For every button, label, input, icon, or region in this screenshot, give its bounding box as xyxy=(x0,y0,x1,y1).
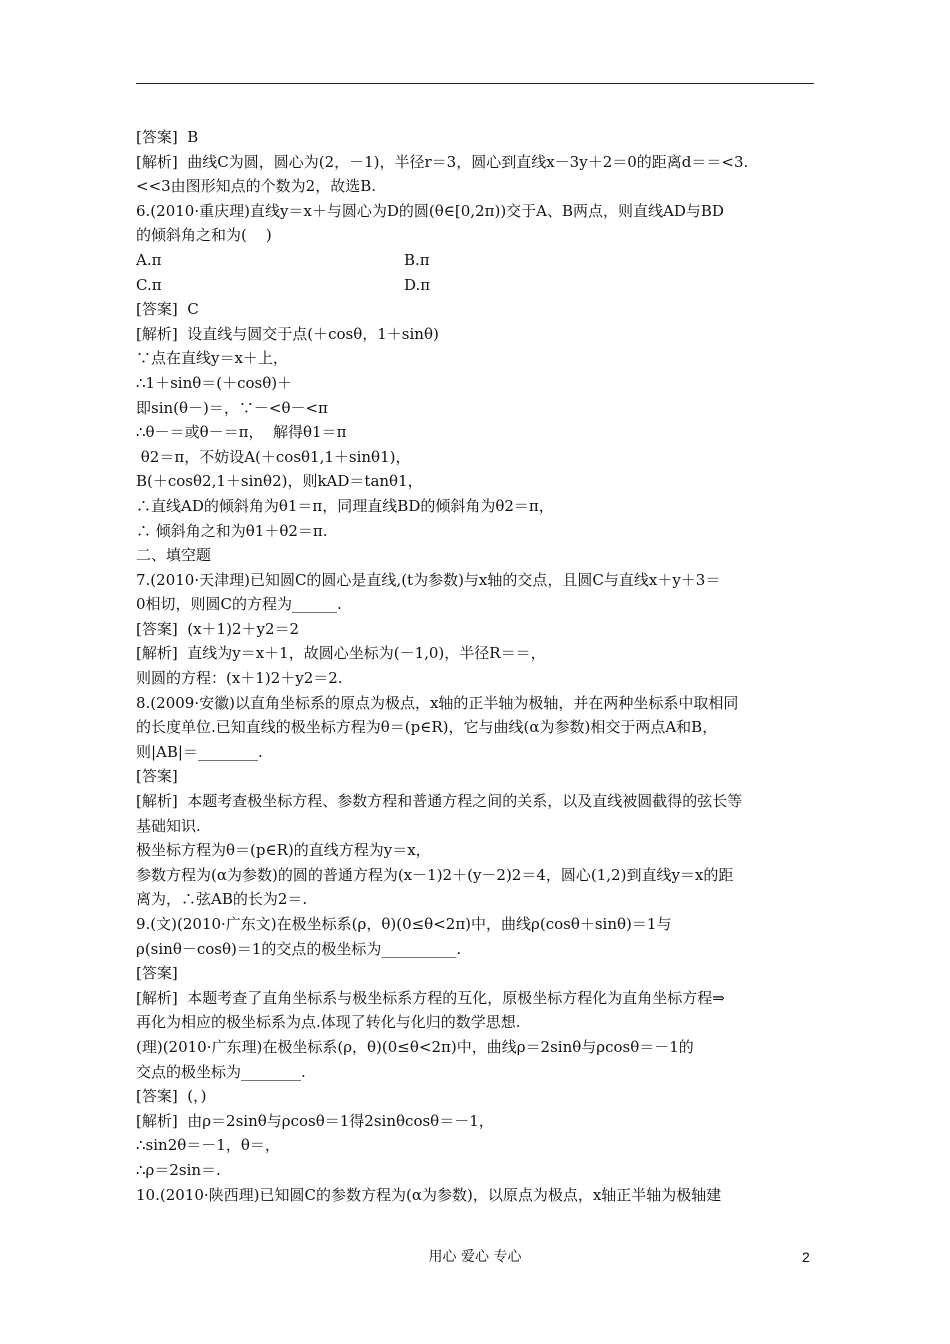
text-line: [答案] xyxy=(136,767,178,786)
text-line: ∴θ－＝或θ－＝π， 解得θ1＝π xyxy=(136,423,347,442)
text-line: 交点的极坐标为________. xyxy=(136,1062,306,1081)
text-line: [答案] (，) xyxy=(136,1087,207,1106)
text-line: ∴直线AD的倾斜角为θ1＝π，同理直线BD的倾斜角为θ2＝π， xyxy=(136,496,554,515)
text-line: ∴ 倾斜角之和为θ1＋θ2＝π. xyxy=(136,521,328,540)
section-heading: 二、填空题 xyxy=(136,546,212,565)
text-line: 8.(2009·安徽)以直角坐标系的原点为极点，x轴的正半轴为极轴，并在两种坐标系中取相同 xyxy=(136,693,739,712)
text-line: ∴1＋sinθ＝(＋cosθ)＋ xyxy=(136,373,293,392)
option-d: D.π xyxy=(404,275,431,294)
text-line: [答案] (x＋1)2＋y2＝2 xyxy=(136,619,300,638)
text-line: <<3由图形知点的个数为2，故选B. xyxy=(136,177,377,196)
text-line: (理)(2010·广东理)在极坐标系(ρ，θ)(0≤θ<2π)中，曲线ρ＝2sinθ与ρcosθ＝－1的 xyxy=(136,1037,694,1056)
text-line: [答案] B xyxy=(136,128,199,146)
text-line: 即sin(θ－)＝，∵－<θ－<π xyxy=(136,398,328,417)
text-line: ∴ρ＝2sin＝. xyxy=(136,1160,221,1179)
text-line: 离为，∴弦AB的长为2＝. xyxy=(136,890,308,909)
header-rule xyxy=(136,83,814,84)
text-line: 7.(2010·天津理)已知圆C的圆心是直线,(t为参数)与x轴的交点，且圆C与直线x＋y＋3＝ xyxy=(136,570,721,589)
options-row-2 xyxy=(136,273,816,298)
text-line: 的倾斜角之和为( ) xyxy=(136,226,272,245)
text-line: [答案] C xyxy=(136,300,199,319)
text-line: 则|AB|＝________. xyxy=(136,742,263,761)
text-line: 10.(2010·陕西理)已知圆C的参数方程为(α为参数)，以原点为极点，x轴正半轴为极轴建 xyxy=(136,1185,722,1204)
text-line: [解析] 本题考查了直角坐标系与极坐标系方程的互化，原极坐标方程化为直角坐标方程⇒ xyxy=(136,988,725,1007)
text-line: 6.(2010·重庆理)直线y＝x＋与圆心为D的圆(θ∈[0,2π))交于A、B两点，则直线AD与BD xyxy=(136,201,724,220)
page-content xyxy=(136,125,816,1207)
text-line: 0相切，则圆C的方程为______. xyxy=(136,595,342,614)
text-line: 基础知识. xyxy=(136,816,201,835)
page-footer xyxy=(0,1246,950,1268)
text-line: B(＋cosθ2,1＋sinθ2)，则kAD＝tanθ1， xyxy=(136,472,423,491)
option-a: A.π xyxy=(136,250,162,269)
text-line: [解析] 由ρ＝2sinθ与ρcosθ＝1得2sinθcosθ＝－1， xyxy=(136,1111,494,1130)
text-line: θ2＝π，不妨设A(＋cosθ1,1＋sinθ1)， xyxy=(136,447,411,466)
text-line: 极坐标方程为θ＝(p∈R)的直线方程为y＝x， xyxy=(136,841,431,860)
option-c: C.π xyxy=(136,275,162,294)
text-line: 参数方程为(α为参数)的圆的普通方程为(x－1)2＋(y－2)2＝4，圆心(1,2)到直线y＝x的距 xyxy=(136,865,734,884)
text-line: 的长度单位.已知直线的极坐标方程为θ＝(p∈R)，它与曲线(α为参数)相交于两点A和B， xyxy=(136,718,718,737)
text-line: ∵点在直线y＝x＋上， xyxy=(136,349,288,368)
text-line: 9.(文)(2010·广东文)在极坐标系(ρ，θ)(0≤θ<2π)中，曲线ρ(cosθ＋sinθ)＝1与 xyxy=(136,915,672,933)
text-line: 再化为相应的极坐标系为点.体现了转化与化归的数学思想. xyxy=(136,1013,521,1032)
text-line: [解析] 曲线C为圆，圆心为(2，－1)，半径r＝3，圆心到直线x－3y＋2＝0的距离d＝＝<3. xyxy=(136,152,749,171)
text-line: ∴sin2θ＝－1，θ＝， xyxy=(136,1136,280,1155)
footer-slogan: 用心 爱心 专心 xyxy=(428,1249,522,1265)
page-number: 2 xyxy=(802,1249,810,1265)
text-line: [解析] 设直线与圆交于点(＋cosθ，1＋sinθ) xyxy=(136,324,439,343)
option-b: B.π xyxy=(404,250,430,269)
options-row-1 xyxy=(136,248,816,273)
text-line: [解析] 本题考查极坐标方程、参数方程和普通方程之间的关系，以及直线被圆截得的弦长等 xyxy=(136,792,743,811)
text-line: [解析] 直线为y＝x＋1，故圆心坐标为(－1,0)，半径R＝＝， xyxy=(136,644,546,663)
text-line: [答案] xyxy=(136,964,178,983)
text-line: ρ(sinθ－cosθ)＝1的交点的极坐标为__________. xyxy=(136,939,462,958)
text-line: 则圆的方程：(x＋1)2＋y2＝2. xyxy=(136,669,343,688)
